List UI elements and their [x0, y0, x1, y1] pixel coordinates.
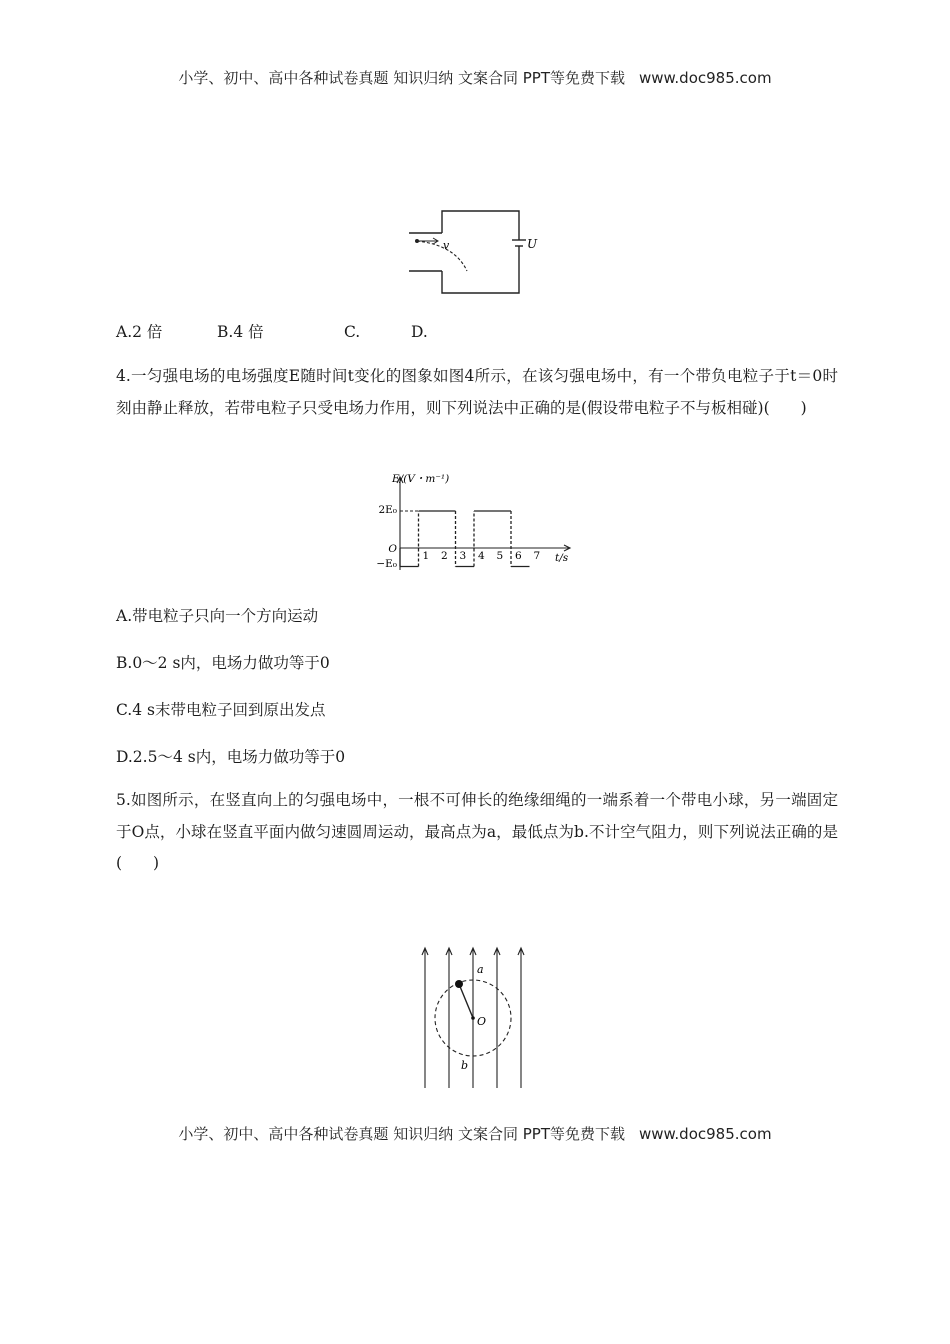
footer-url[interactable]: www.doc985.com — [638, 1125, 772, 1143]
circuit-wire-top — [442, 211, 519, 240]
x-tick-label-1: 1 — [422, 550, 430, 562]
x-tick-label-5: 5 — [496, 550, 504, 562]
circuit-wire-bottom — [442, 246, 519, 293]
string — [459, 984, 473, 1018]
q4-option-b[interactable]: B.0～2 s内，电场力做功等于0 — [116, 654, 330, 672]
x-tick-label-7: 7 — [533, 550, 541, 562]
label-o: O — [477, 1015, 487, 1028]
y-tick-origin: O — [388, 543, 397, 555]
q3-option-c[interactable]: C. — [344, 323, 361, 341]
q5-stem: 5.如图所示，在竖直向上的匀强电场中，一根不可伸长的绝缘细绳的一端系着一个带电小球，另一端固定于O点，小球在竖直平面内做匀速圆周运动，最高点为a，最低点为b.不计空气阻力，则下列说法正确的是( ) — [116, 791, 838, 872]
header-url[interactable]: www.doc985.com — [638, 69, 772, 87]
q4-stem: 4.一匀强电场的电场强度E随时间t变化的图象如图4所示，在该匀强电场中，有一个带负电粒子于t＝0时刻由静止释放，若带电粒子只受电场力作用，则下列说法中正确的是(假设带电粒子不与板相碰)( ) — [116, 367, 838, 417]
field-time-chart — [370, 470, 585, 585]
velocity-label: v — [443, 239, 450, 252]
header-text: 小学、初中、高中各种试卷真题 知识归纳 文案合同 PPT等免费下载 — [178, 69, 625, 87]
label-a: a — [477, 963, 484, 976]
q3-option-d[interactable]: D. — [411, 323, 428, 341]
x-tick-label-4: 4 — [478, 550, 485, 562]
q4-option-d[interactable]: D.2.5～4 s内，电场力做功等于0 — [116, 748, 346, 766]
voltage-label: U — [527, 237, 538, 251]
x-tick-label-6: 6 — [515, 550, 522, 562]
charged-ball — [455, 980, 463, 988]
y-tick-neg-e0: −E₀ — [376, 558, 397, 570]
y-tick-2e0: 2E₀ — [378, 504, 397, 516]
footer-text: 小学、初中、高中各种试卷真题 知识归纳 文案合同 PPT等免费下载 — [178, 1125, 625, 1143]
circuit-figure — [405, 205, 538, 300]
label-b: b — [461, 1059, 469, 1072]
q3-option-a[interactable]: A.2 倍 — [116, 323, 163, 341]
x-axis-label: t/s — [555, 552, 569, 564]
charged-particle — [415, 239, 419, 243]
q4-option-c[interactable]: C.4 s末带电粒子回到原出发点 — [116, 701, 326, 719]
q3-option-b[interactable]: B.4 倍 — [217, 323, 264, 341]
y-axis-label: E/(V・m⁻¹) — [392, 473, 450, 485]
x-tick-label-2: 2 — [441, 550, 448, 562]
page-footer — [0, 1123, 950, 1144]
q4-option-a[interactable]: A.带电粒子只向一个方向运动 — [116, 607, 319, 625]
page-header — [0, 67, 950, 88]
x-tick-label-3: 3 — [459, 550, 467, 562]
field-lines-figure — [415, 943, 530, 1093]
pivot-point — [471, 1016, 475, 1020]
trajectory-path — [417, 241, 467, 271]
